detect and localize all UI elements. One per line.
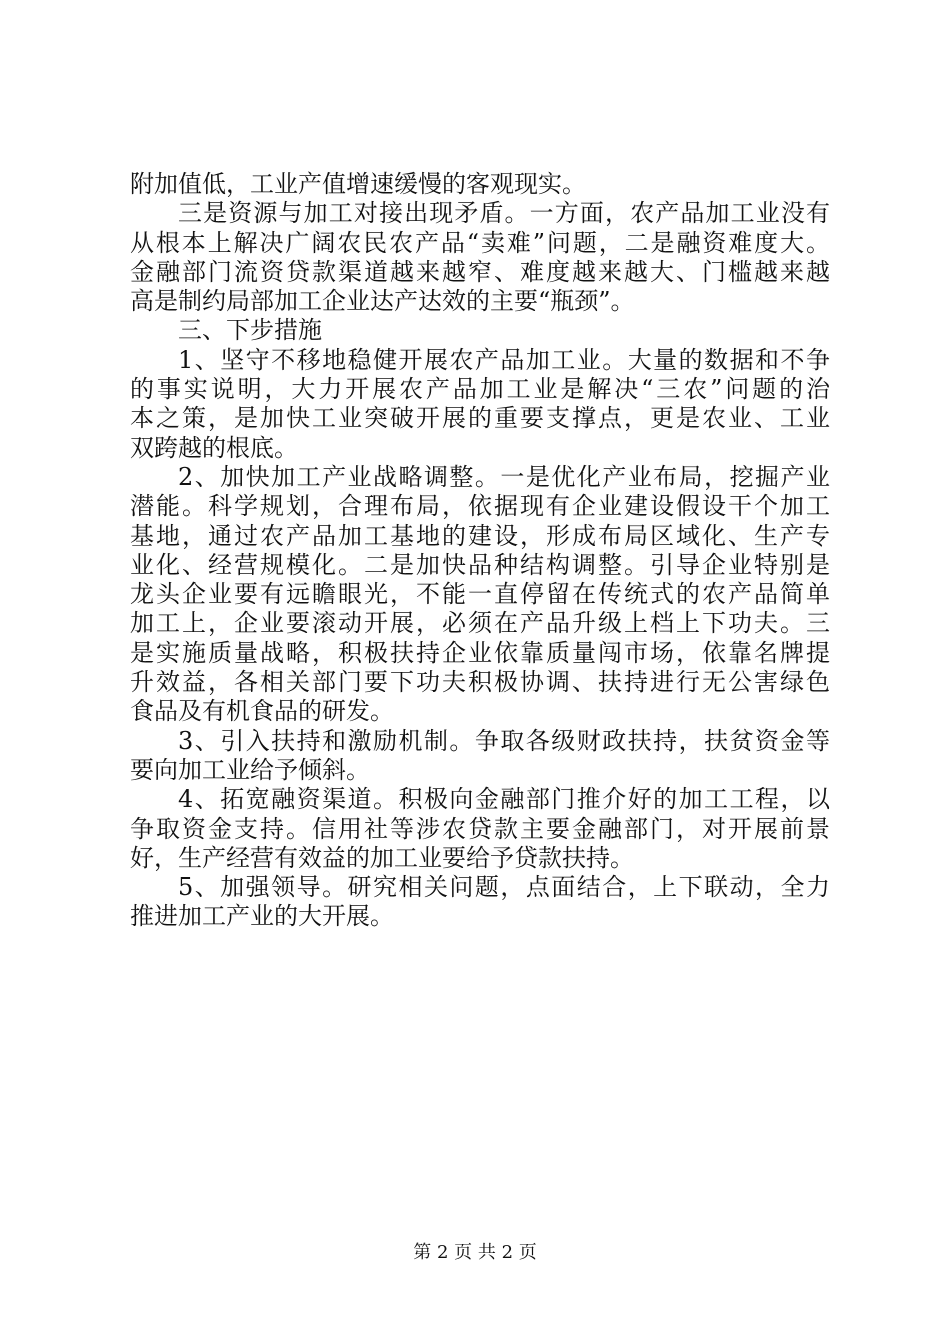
text-line: 要向加工业给予倾斜。 [130,755,370,784]
text-line: 升效益，各相关部门要下功夫积极协调、扶持进行无公害绿色 [130,668,830,697]
text-line: 附加值低，工业产值增速缓慢的客观现实。 [130,170,586,198]
text-line: 金融部门流资贷款渠道越来越窄、难度越来越大、门槛越来越 [130,257,830,286]
text-line: 是实施质量战略，积极扶持企业依靠质量闯市场，依靠名牌提 [130,638,830,667]
text-line: 的事实说明，大力开展农产品加工业是解决“三农”问题的治 [130,375,830,404]
section-heading: 三、下步措施 [178,316,322,345]
text-line: 5、加强领导。研究相关问题，点面结合，上下联动，全力 [178,873,830,902]
text-line: 食品及有机食品的研发。 [130,697,394,726]
text-line: 从根本上解决广阔农民农产品“卖难”问题，二是融资难度大。 [130,228,830,257]
text-line: 潜能。科学规划，合理布局，依据现有企业建设假设干个加工 [130,492,830,521]
text-line: 推进加工产业的大开展。 [130,902,394,931]
text-line: 龙头企业要有远瞻眼光，不能一直停留在传统式的农产品简单 [130,580,830,609]
page-number: 第 2 页 共 2 页 [413,1242,537,1263]
text-line: 3、引入扶持和激励机制。争取各级财政扶持，扶贫资金等 [178,726,830,755]
text-line: 双跨越的根底。 [130,433,298,462]
text-line: 基地，通过农产品加工基地的建设，形成布局区域化、生产专 [130,521,830,550]
text-line: 1、坚守不移地稳健开展农产品加工业。大量的数据和不争 [178,345,830,374]
text-line: 三是资源与加工对接出现矛盾。一方面，农产品加工业没有 [178,199,830,228]
text-line: 高是制约局部加工企业达产达效的主要“瓶颈”。 [130,287,635,316]
text-line: 好，生产经营有效益的加工业要给予贷款扶持。 [130,843,634,872]
text-line: 2、加快加工产业战略调整。一是优化产业布局，挖掘产业 [178,462,830,491]
document-body [130,170,830,932]
text-line: 加工上，企业要滚动开展，必须在产品升级上档上下功夫。三 [130,609,830,638]
text-line: 4、拓宽融资渠道。积极向金融部门推介好的加工工程，以 [178,785,830,814]
text-line: 争取资金支持。信用社等涉农贷款主要金融部门，对开展前景 [130,814,830,843]
text-line: 业化、经营规模化。二是加快品种结构调整。引导企业特别是 [130,550,830,579]
text-line: 本之策，是加快工业突破开展的重要支撑点，更是农业、工业 [130,404,830,433]
